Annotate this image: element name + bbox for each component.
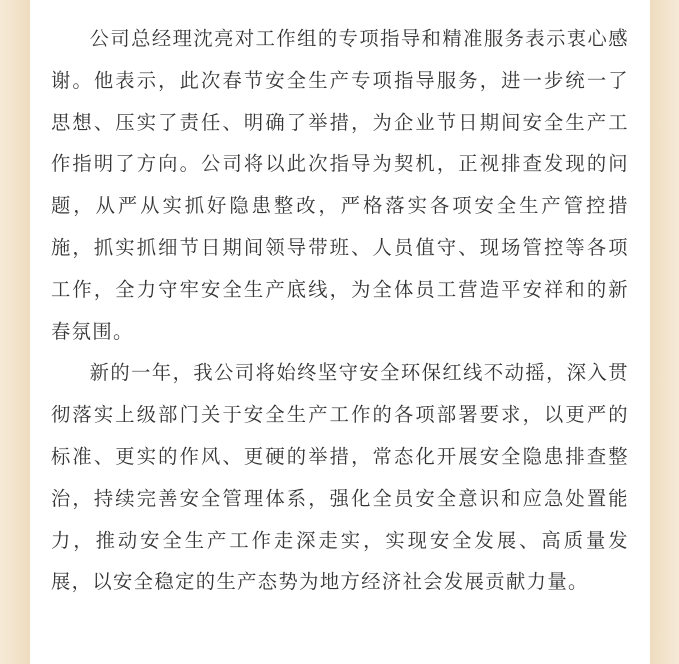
left-decorative-border [0,0,30,664]
article-paragraph-1: 公司总经理沈亮对工作组的专项指导和精准服务表示衷心感谢。他表示，此次春节安全生产专项指导服务，进一步统一了思想、压实了责任、明确了举措，为企业节日期间安全生产工作指明了方向。公司将以此次指导为契机，正视排查发现的问题，从严从实抓好隐患整改，严格落实各项安全生产管控措施，抓实抓细节日期间领导带班、人员值守、现场管控等各项工作，全力守牢安全生产底线，为全体员工营造平安祥和的新春氛围。 [51,27,629,343]
right-decorative-border [650,0,679,664]
article-page [30,0,650,664]
article-paragraph-2: 新的一年，我公司将始终坚守安全环保红线不动摇，深入贯彻落实上级部门关于安全生产工作的各项部署要求，以更严的标准、更实的作风、更硬的举措，常态化开展安全隐患排查整治，持续完善安全管理体系，强化全员安全意识和应急处置能力，推动安全生产工作走深走实，实现安全发展、高质量发展，以安全稳定的生产态势为地方经济社会发展贡献力量。 [51,361,629,594]
article-body [51,18,629,603]
